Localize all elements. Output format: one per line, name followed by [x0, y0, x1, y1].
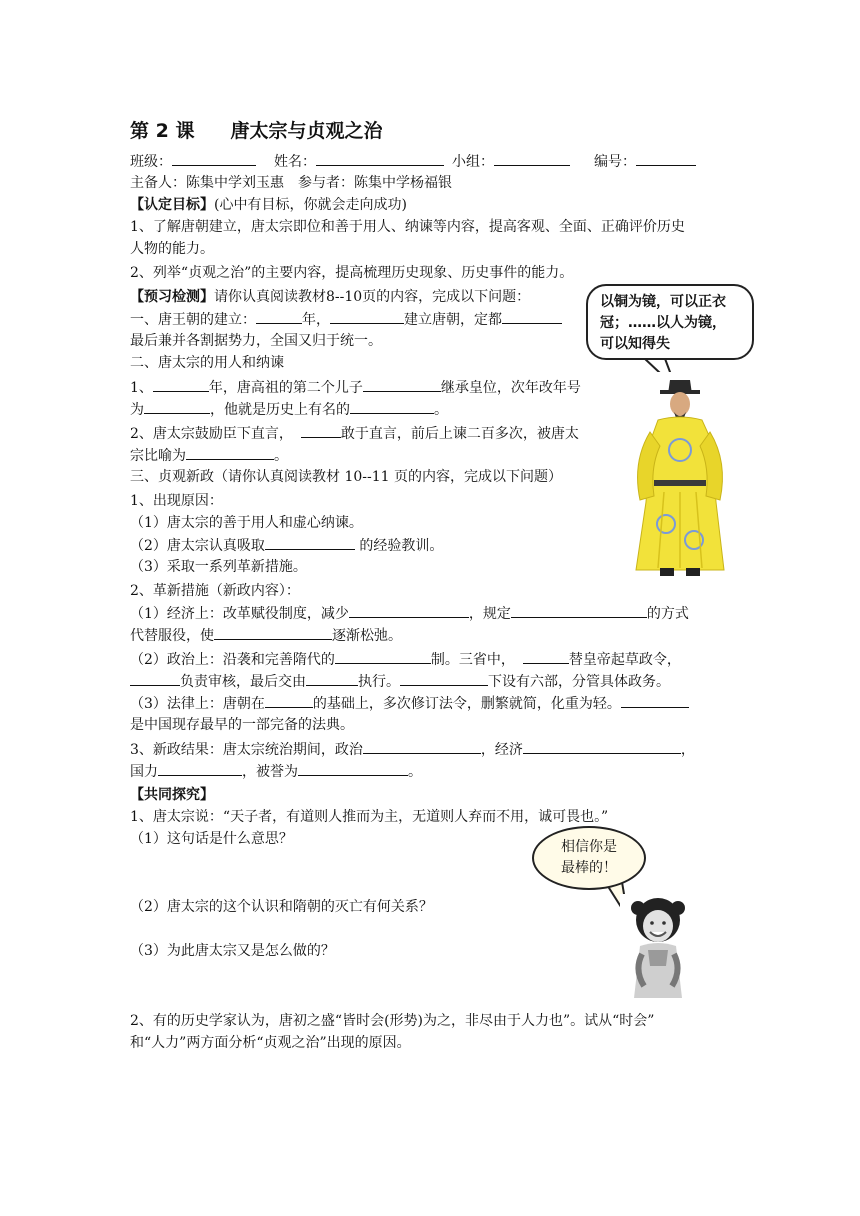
blank-reduce[interactable]	[349, 602, 469, 618]
blank-praised-as[interactable]	[298, 760, 408, 776]
economy-line-a	[130, 602, 689, 625]
text: ，规定	[468, 606, 511, 622]
text: （3）法律上：唐朝在	[130, 696, 265, 712]
preview-intro: 请你认真阅读教材8--10页的内容，完成以下问题：	[214, 289, 531, 305]
text: 负责审核，最后交由	[180, 674, 306, 690]
blank-code[interactable]	[621, 692, 689, 708]
text: 2、唐太宗鼓励臣下直言，	[130, 426, 293, 442]
text: 国力	[130, 764, 158, 780]
text: 宗比喻为	[130, 448, 186, 464]
student-info-line	[130, 150, 696, 173]
text: 年，	[302, 312, 330, 328]
quote-bubble	[586, 284, 754, 360]
text: 。	[274, 448, 288, 464]
goal-2: 2、列举“贞观之治”的主要内容，提高梳理历史现象、历史事件的能力。	[130, 265, 574, 281]
blank-national-power[interactable]	[158, 760, 242, 776]
blank-drafting-dept[interactable]	[523, 648, 569, 664]
text: （1）经济上：改革赋役制度，减少	[130, 606, 349, 622]
text: 建立唐朝，定都	[404, 312, 502, 328]
blank-review-dept[interactable]	[130, 670, 180, 686]
authors-line: 主备人：陈集中学刘玉惠 参与者：陈集中学杨福银	[130, 175, 452, 191]
text: 。	[408, 764, 422, 780]
economy-line-b	[130, 624, 402, 647]
text: 执行。	[358, 674, 400, 690]
blank-famous-reign[interactable]	[350, 398, 434, 414]
blank-founder[interactable]	[330, 308, 404, 324]
section-1-line	[130, 308, 562, 331]
blank-politics[interactable]	[363, 738, 481, 754]
blank-executing-dept[interactable]	[306, 670, 358, 686]
cheer-bubble	[532, 826, 646, 890]
text: ，经济	[480, 742, 523, 758]
text: 。	[434, 402, 448, 418]
goals-note: (心中有目标，你就会走向成功)	[214, 197, 407, 213]
group-label: 小组：	[452, 154, 494, 170]
name-label: 姓名：	[274, 154, 316, 170]
blank-founding-year[interactable]	[256, 308, 302, 324]
text: ，	[680, 742, 695, 758]
blank-six-ministries[interactable]	[400, 670, 488, 686]
text: 3、新政结果：唐太宗统治期间，政治	[130, 742, 363, 758]
text: 一、唐王朝的建立：	[130, 312, 256, 328]
text: 代替服役，使	[130, 628, 214, 644]
blank-capital[interactable]	[502, 308, 562, 324]
student-girl-photo	[620, 894, 696, 1002]
goals-heading: 【认定目标】	[130, 197, 214, 213]
politics-line-a	[130, 648, 681, 671]
question-1-line-b	[130, 398, 448, 421]
name-field[interactable]	[316, 150, 444, 166]
text: 制。三省中，	[430, 652, 515, 668]
blank-economy[interactable]	[523, 738, 681, 754]
blank-accession-year[interactable]	[153, 376, 209, 392]
result-line-b	[130, 760, 422, 783]
blank-second-son[interactable]	[363, 376, 441, 392]
question-2-line-b	[130, 444, 288, 467]
text: ，他就是历史上有名的	[210, 402, 350, 418]
blank-base-law[interactable]	[265, 692, 313, 708]
goals-header	[130, 194, 407, 216]
blank-relaxed[interactable]	[214, 624, 332, 640]
cheer-line-1: 相信你是	[561, 839, 617, 855]
explore-heading: 【共同探究】	[130, 787, 214, 803]
text: 的基础上，多次修订法令，删繁就简，化重为轻。	[312, 696, 621, 712]
measures-heading: 2、革新措施（新政内容）：	[130, 583, 300, 599]
blank-era-name[interactable]	[144, 398, 210, 414]
blank-system[interactable]	[335, 648, 431, 664]
cause-heading: 1、出现原因：	[130, 493, 223, 509]
result-line-a	[130, 738, 695, 761]
explore-question-2-line-b: 和“人力”两方面分析“贞观之治”出现的原因。	[130, 1035, 411, 1051]
cause-2	[130, 534, 443, 557]
cheer-line-2: 最棒的！	[561, 860, 617, 876]
page-title	[130, 116, 382, 143]
text: 逐渐松弛。	[332, 628, 402, 644]
goal-1-line-b: 人物的能力。	[130, 241, 214, 257]
text: （2）政治上：沿袭和完善隋代的	[130, 652, 335, 668]
quote-line-3: 可以知得失	[600, 336, 670, 352]
lesson-name: 唐太宗与贞观之治	[230, 120, 383, 142]
section-2-heading: 二、唐太宗的用人和纳谏	[130, 355, 284, 371]
group-field[interactable]	[494, 150, 570, 166]
question-1-line-a	[130, 376, 581, 399]
section-3-heading: 三、贞观新政（请你认真阅读教材 10--11 页的内容，完成以下问题）	[130, 469, 562, 485]
class-field[interactable]	[172, 150, 256, 166]
law-line-b: 是中国现存最早的一部完备的法典。	[130, 717, 354, 733]
blank-lesson-learned[interactable]	[265, 534, 355, 550]
law-line-a	[130, 692, 689, 715]
goal-1-line-a: 1、了解唐朝建立，唐太宗即位和善于用人、纳谏等内容，提高客观、全面、正确评价历史	[130, 219, 685, 235]
text: 替皇帝起草政令，	[568, 652, 681, 668]
lesson-number: 第 2 课	[130, 120, 195, 142]
text: 敢于直言，前后上谏二百多次，被唐太	[340, 426, 579, 442]
blank-method[interactable]	[511, 602, 647, 618]
text: ，被誉为	[242, 764, 298, 780]
text: 继承皇位，次年改年号	[440, 380, 581, 396]
text: （2）唐太宗认真吸取	[130, 538, 265, 554]
explore-question-1-3: （3）为此唐太宗又是怎么做的？	[130, 943, 335, 959]
explore-question-1: 1、唐太宗说：“天子者，有道则人推而为主，无道则人弃而不用，诚可畏也。”	[130, 809, 609, 825]
cause-3: （3）采取一系列革新措施。	[130, 559, 307, 575]
number-label: 编号：	[594, 154, 636, 170]
number-field[interactable]	[636, 150, 696, 166]
explore-question-1-2: （2）唐太宗的这个认识和隋朝的灭亡有何关系？	[130, 899, 433, 915]
quote-line-2: 冠；……以人为镜，	[600, 315, 726, 331]
text: 的经验教训。	[354, 538, 444, 554]
blank-metaphor[interactable]	[186, 444, 274, 460]
class-label: 班级：	[130, 154, 172, 170]
emperor-portrait	[620, 372, 740, 580]
preview-heading: 【预习检测】	[130, 289, 214, 305]
text: 下设有六部，分管具体政务。	[488, 674, 670, 690]
cause-1: （1）唐太宗的善于用人和虚心纳谏。	[130, 515, 363, 531]
preview-header	[130, 286, 530, 308]
explore-question-1-1: （1）这句话是什么意思？	[130, 831, 293, 847]
text: 1、	[130, 380, 153, 396]
politics-line-b	[130, 670, 670, 693]
section-1-line-b: 最后兼并各割据势力，全国又归于统一。	[130, 333, 382, 349]
text: 年，唐高祖的第二个儿子	[208, 380, 363, 396]
text: 的方式	[646, 606, 689, 622]
quote-line-1: 以铜为镜，可以正衣	[600, 294, 726, 310]
blank-minister[interactable]	[301, 422, 341, 438]
text: 为	[130, 402, 144, 418]
question-2-line-a	[130, 422, 579, 445]
explore-question-2-line-a: 2、有的历史学家认为，唐初之盛“皆时会(形势)为之，非尽由于人力也”。试从“时会”	[130, 1013, 655, 1029]
